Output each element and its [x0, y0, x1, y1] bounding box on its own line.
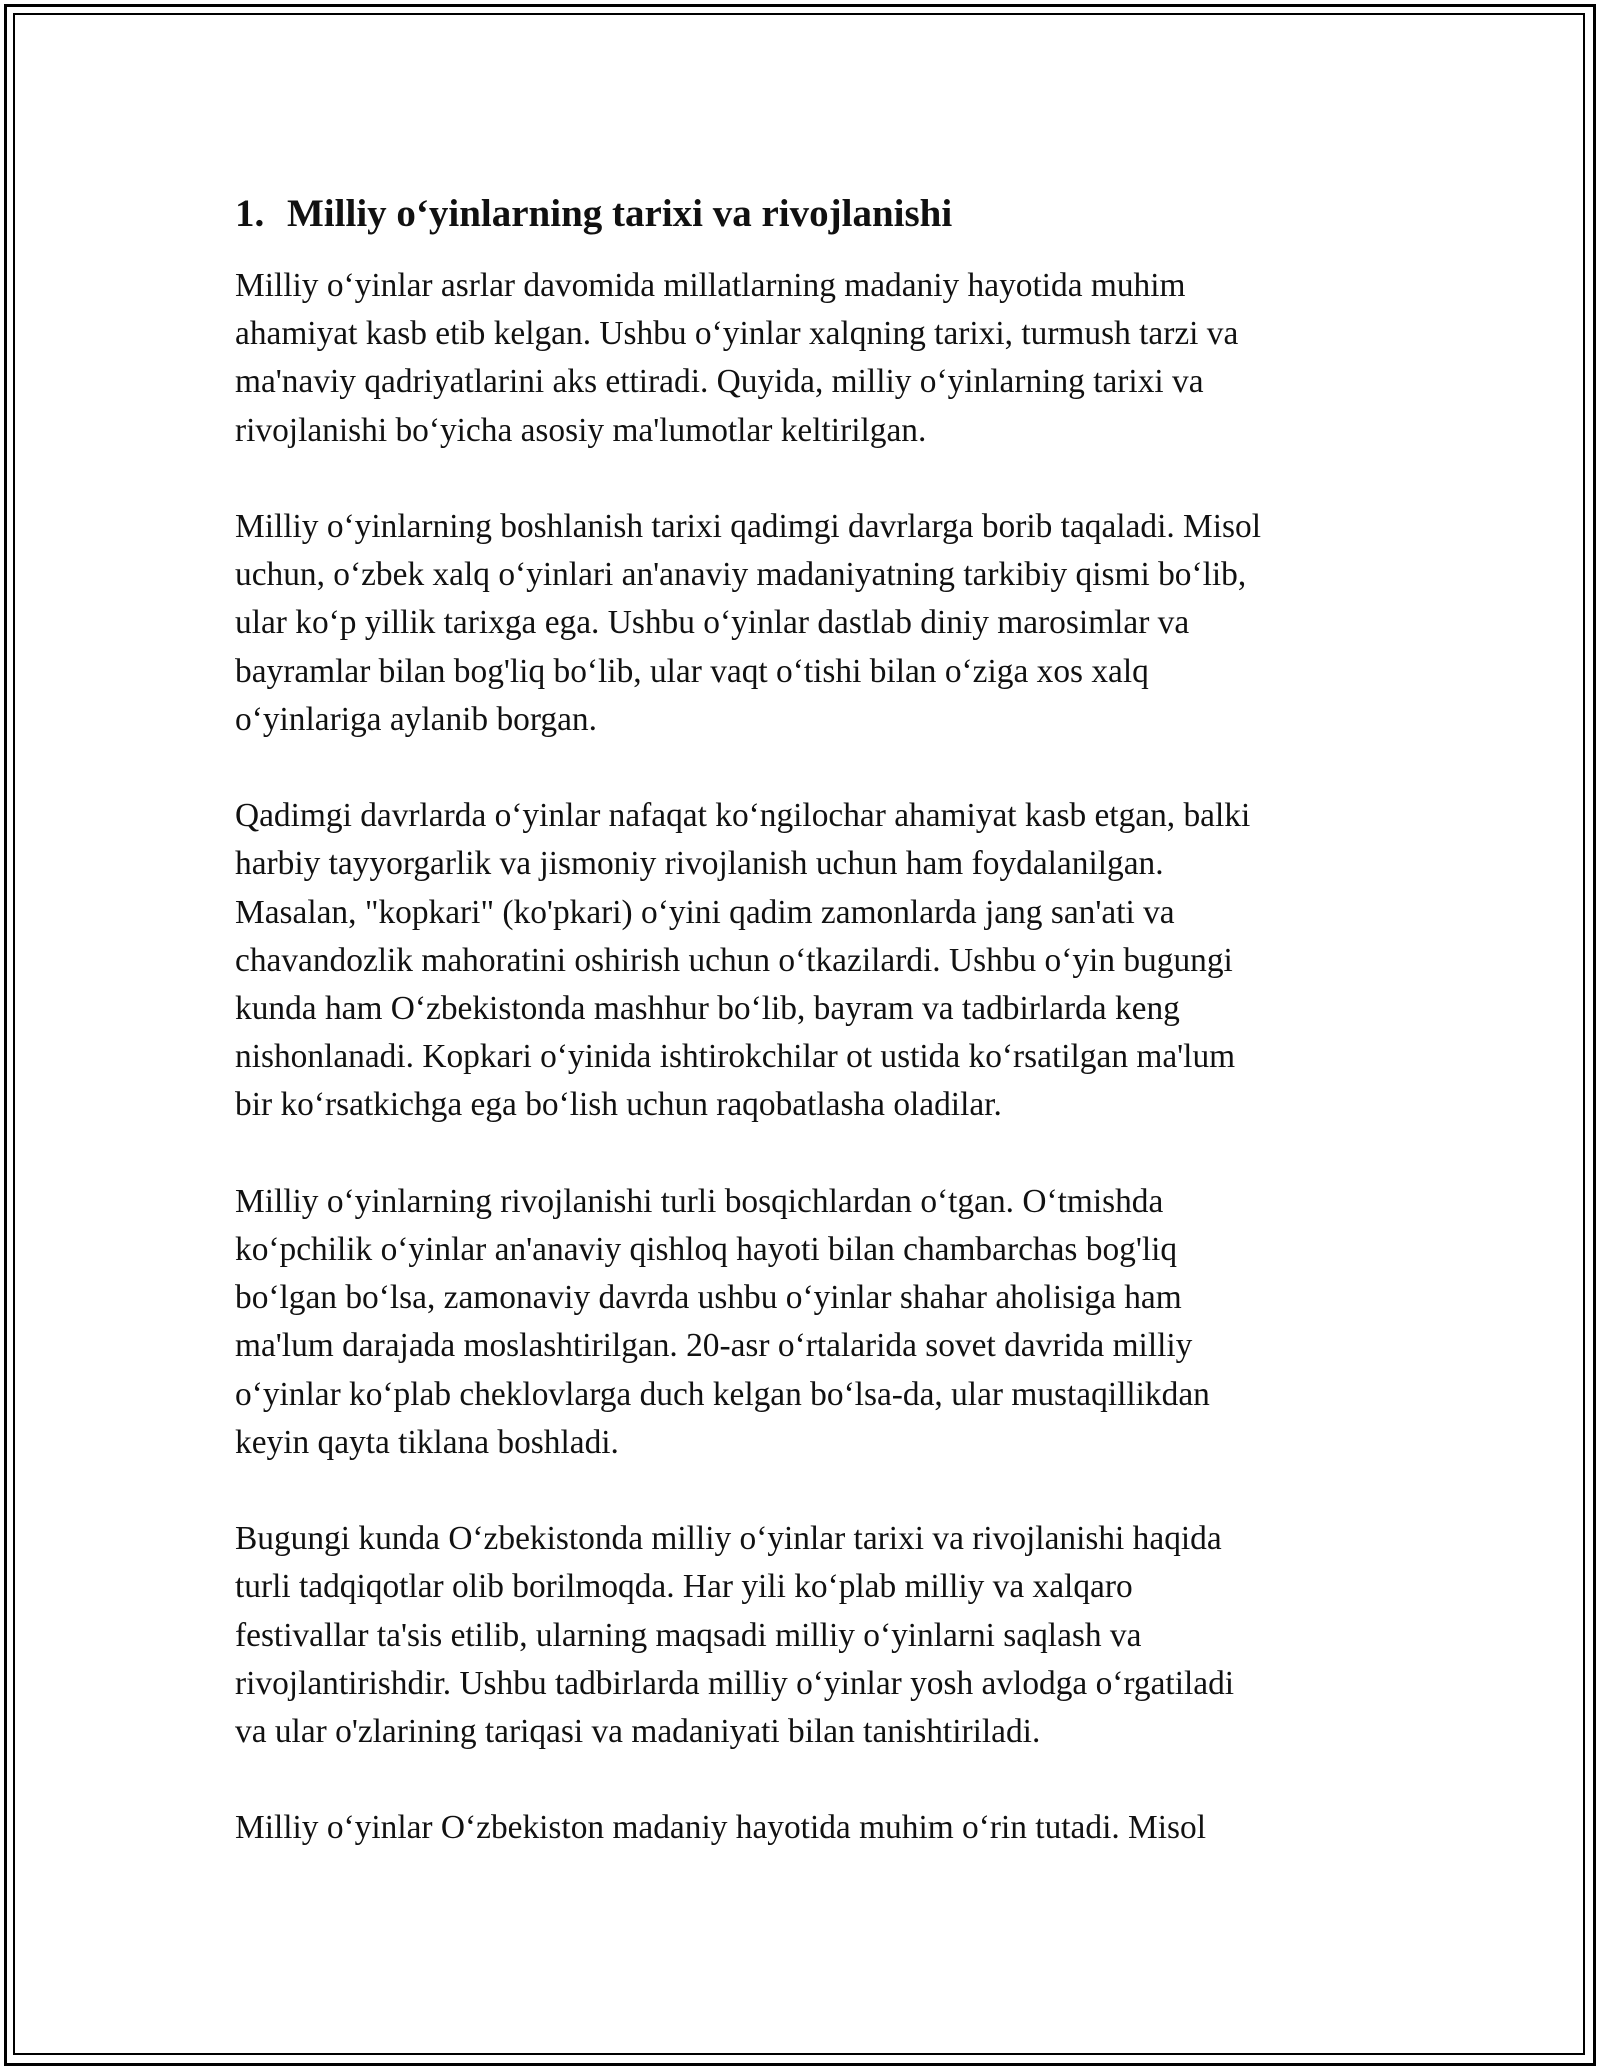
text-line: rivojlanishi bo‘yicha asosiy ma'lumotlar keltirilgan. [235, 411, 927, 449]
text-line: ahamiyat kasb etib kelgan. Ushbu o‘yinlar xalqning tarixi, turmush tarzi va [235, 315, 1239, 353]
text-line: chavandozlik mahoratini oshirish uchun o‘tkazilardi. Ushbu o‘yin bugungi [235, 941, 1233, 979]
text-line: o‘yinlariga aylanib borgan. [235, 700, 597, 738]
paragraph-4 [235, 1178, 1385, 1467]
text-line: nishonlanadi. Kopkari o‘yinida ishtirokchilar ot ustida ko‘rsatilgan ma'lum [235, 1038, 1236, 1076]
text-line: Milliy o‘yinlar asrlar davomida millatlarning madaniy hayotida muhim [235, 267, 1186, 304]
text-line: bo‘lgan bo‘lsa, zamonaviy davrda ushbu o‘yinlar shahar aholisiga ham [235, 1279, 1182, 1317]
text-line: harbiy tayyorgarlik va jismoniy rivojlanish uchun ham foydalanilgan. [235, 845, 1164, 883]
text-line: Qadimgi davrlarda o‘yinlar nafaqat ko‘ngilochar ahamiyat kasb etgan, balki [235, 797, 1251, 835]
section-heading [235, 186, 1385, 242]
text-line: va ular o'zlarining tariqasi va madaniyati bilan tanishtiriladi. [235, 1713, 1041, 1751]
text-line: festivallar ta'sis etilib, ularning maqsadi milliy o‘yinlarni saqlash va [235, 1616, 1142, 1654]
text-line: Masalan, "kopkari" (ko'pkari) o‘yini qadim zamonlarda jang san'ati va [235, 893, 1175, 931]
text-line: ko‘pchilik o‘yinlar an'anaviy qishloq hayoti bilan chambarchas bog'liq [235, 1231, 1178, 1269]
text-line: kunda ham O‘zbekistonda mashhur bo‘lib, bayram va tadbirlarda keng [235, 990, 1180, 1028]
paragraph-6 [235, 1804, 1385, 1852]
text-line: uchun, o‘zbek xalq o‘yinlari an'anaviy madaniyatning tarkibiy qismi bo‘lib, [235, 556, 1247, 594]
section-title: Milliy o‘yinlarning tarixi va rivojlanishi [287, 192, 953, 235]
text-line: Milliy o‘yinlar O‘zbekiston madaniy hayotida muhim o‘rin tutadi. Misol [235, 1809, 1206, 1847]
document-body [235, 186, 1385, 1901]
paragraph-1 [235, 262, 1385, 455]
paragraph-3 [235, 792, 1385, 1129]
text-line: keyin qayta tiklana boshladi. [235, 1423, 619, 1461]
section-number: 1. [235, 192, 265, 235]
text-line: bayramlar bilan bog'liq bo‘lib, ular vaqt o‘tishi bilan o‘ziga xos xalq [235, 652, 1149, 690]
text-line: ma'lum darajada moslashtirilgan. 20-asr o‘rtalarida sovet davrida milliy [235, 1327, 1193, 1365]
text-line: ma'naviy qadriyatlarini aks ettiradi. Quyida, milliy o‘yinlarning tarixi va [235, 363, 1204, 401]
text-line: Milliy o‘yinlarning rivojlanishi turli bosqichlardan o‘tgan. O‘tmishda [235, 1182, 1164, 1220]
text-line: rivojlantirishdir. Ushbu tadbirlarda milliy o‘yinlar yosh avlodga o‘rgatiladi [235, 1664, 1235, 1702]
text-line: o‘yinlar ko‘plab cheklovlarga duch kelgan bo‘lsa-da, ular mustaqillikdan [235, 1375, 1210, 1413]
text-line: bir ko‘rsatkichga ega bo‘lish uchun raqobatlasha oladilar. [235, 1086, 1002, 1124]
paragraph-2 [235, 503, 1385, 744]
paragraph-5 [235, 1515, 1385, 1756]
text-line: Milliy o‘yinlarning boshlanish tarixi qadimgi davrlarga borib taqaladi. Misol [235, 508, 1261, 545]
text-line: turli tadqiqotlar olib borilmoqda. Har yili ko‘plab milliy va xalqaro [235, 1568, 1133, 1606]
text-line: Bugungi kunda O‘zbekistonda milliy o‘yinlar tarixi va rivojlanishi haqida [235, 1520, 1222, 1558]
text-line: ular ko‘p yillik tarixga ega. Ushbu o‘yinlar dastlab diniy marosimlar va [235, 604, 1190, 642]
